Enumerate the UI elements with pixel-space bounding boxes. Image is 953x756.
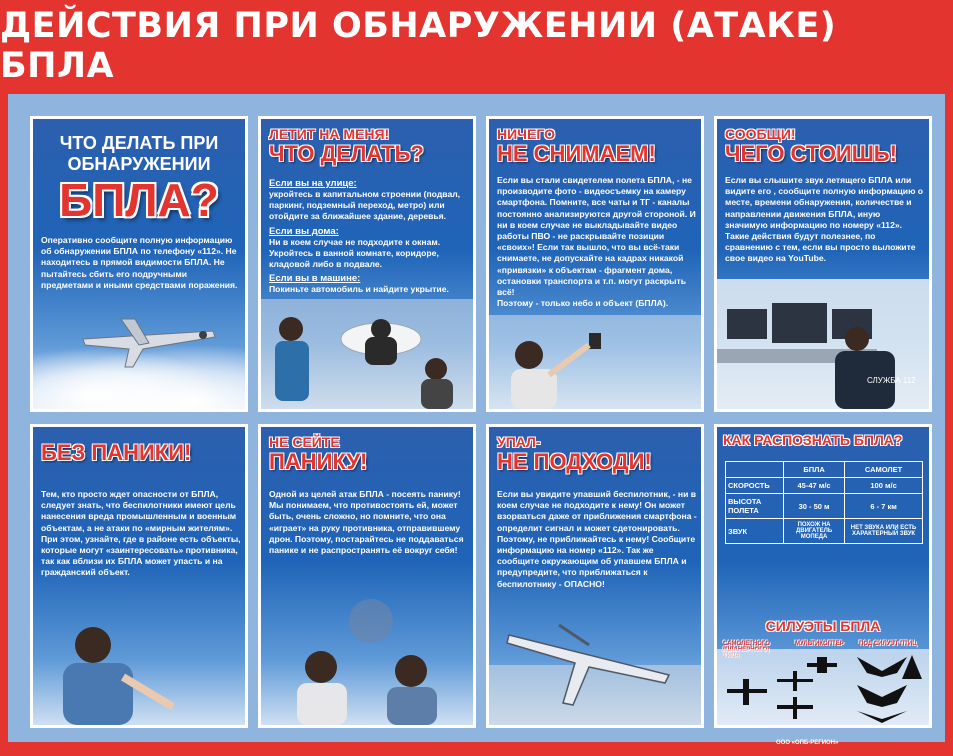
panel-text: Оперативно сообщите полную информацию об обнаружении БПЛА по телефону «112». Не находитесь в прямой видимости БПЛА. Не пытайтесь сбить его подручными предметами и иными средствами поражения. <box>41 235 238 290</box>
panel-report <box>714 116 932 412</box>
home-text: Ни в коем случае не подходите к окнам. Укройтесь в ванной комнате, коридоре, кладовой либо в подвале. <box>269 236 441 270</box>
silhouette-label: ПОД СИЛУЭТ ПТИЦ <box>859 641 917 647</box>
table-cell: 100 м/с <box>845 478 923 494</box>
table-cell: 45-47 м/с <box>784 478 845 494</box>
fallen-drone-illustration <box>489 605 701 725</box>
street-text: укройтесь в капитальном строении (подвал, паркинг, подземный переход, метро) или отойдите за ближайшее здание, деревья. <box>269 189 461 222</box>
panel-heading: ПАНИКУ! <box>269 449 368 474</box>
silhouettes-heading: СИЛУЭТЫ БПЛА <box>765 618 881 634</box>
drone-silhouettes-illustration <box>717 649 929 725</box>
panel-subheading: УПАЛ- <box>497 434 541 450</box>
table-header-row <box>726 462 923 478</box>
service-badge: СЛУЖБА 112 <box>867 376 916 385</box>
panel-heading: НЕ СНИМАЕМ! <box>497 141 656 166</box>
worried-girl-illustration <box>33 607 245 725</box>
street-heading: Если вы на улице: <box>269 178 357 189</box>
anxious-women-illustration <box>261 597 473 725</box>
panel-fallen-dont-approach <box>486 424 704 728</box>
home-heading: Если вы дома: <box>269 225 339 237</box>
table-header-cell: САМОЛЕТ <box>845 462 923 478</box>
panel-heading: БЕЗ ПАНИКИ! <box>41 440 192 465</box>
poster-board <box>8 94 945 742</box>
table-cell: ЗВУК <box>726 519 784 544</box>
title-bar <box>0 0 953 92</box>
panel-heading: ЧЕГО СТОИШЬ! <box>725 141 897 166</box>
woman-with-phone-illustration <box>489 315 701 409</box>
panel-dont-spread-panic <box>258 424 476 728</box>
table-cell: ВЫСОТА ПОЛЕТА <box>726 494 784 519</box>
panel-heading: КАК РАСПОЗНАТЬ БПЛА? <box>723 432 903 448</box>
panel-flying-at-me <box>258 116 476 412</box>
table-cell: 6 - 7 км <box>845 494 923 519</box>
car-heading: Если вы в машине: <box>269 273 361 285</box>
panel-text-conclusion: Поэтому - только небо и объект (БПЛА). <box>497 298 669 309</box>
panel-subheading: ЛЕТИТ НА МЕНЯ! <box>269 126 390 142</box>
silhouette-label: МУЛЬТИКОПТЕР <box>795 641 844 647</box>
table-header-cell: БПЛА <box>784 462 845 478</box>
panel-text-main: Если вы стали свидетелем полета БПЛА, - не производите фото - видеосъемку на камеру смартфона. Помните, все чаты и ТГ - каналы постоянно анализируются другой стороной. И ни в коем случае не выкладывайте видео работы ПВО - не раскрывайте позиции «своих»! Если так вышло, что вы всё-таки снимаете, не допускайте на кадрах никакой «привязки» к объектам - фрагмент дома, остановки транспорта и т.п. могут раскрыть всё! <box>497 175 696 298</box>
car-text: Покиньте автомобиль и найдите укрытие. <box>269 284 449 295</box>
table-cell: НЕТ ЗВУКА ИЛИ ЕСТЬ ХАРАКТЕРНЫЙ ЗВУК <box>845 519 923 544</box>
panel-subheading: СООБЩИ! <box>725 126 796 142</box>
panel-subheading: НЕ СЕЙТЕ <box>269 434 340 450</box>
panel-text: Тем, кто просто ждет опасности от БПЛА, следует знать, что беспилотники имеют цель нанесения вреда промышленным и военным объектам, а не атаки по «мирным жителям». При этом, узнайте, где в районе есть объекты, которые могут «заинтересовать» противника, так как вблизи их БПЛА может упасть и на гражданский объект. <box>41 489 241 578</box>
panel-no-filming <box>486 116 704 412</box>
panel-no-panic <box>30 424 248 728</box>
dispatcher-illustration <box>717 279 929 409</box>
table-header-cell <box>726 462 784 478</box>
silhouette-label: САМОЛЕТНОГО <box>723 641 770 647</box>
drone-illustration <box>73 309 223 379</box>
comparison-table <box>725 461 923 544</box>
table-row <box>726 494 923 519</box>
panel-heading: НЕ ПОДХОДИ! <box>497 449 652 474</box>
page-title: ДЕЙСТВИЯ ПРИ ОБНАРУЖЕНИИ (АТАКЕ) БПЛА <box>0 6 837 86</box>
panel-text: Если вы слышите звук летящего БПЛА или видите его , сообщите полную информацию о месте, времени обнаружения, количестве и направлении движения БПЛА, иную значимую информацию по номеру «112». Такие действия будут полезнее, по сравнению с тем, если вы просто выложите свое видео на YouTube. <box>725 175 924 264</box>
panel-text: Если вы увидите упавший беспилотник, - ни в коем случае не подходите к нему! Он может взорваться даже от приближения смартфона - определит сигнал и может сдетонировать. Поэтому, не приближайтесь к нему! Сообщите информацию на номер «112». Так же сообщите окружающим об упавшем БПЛА и предупредите, что приближаться к беспилотнику - ОПАСНО! <box>497 489 697 589</box>
panel-subheading: НИЧЕГО <box>497 126 555 142</box>
panel-bpla-heading: БПЛА? <box>59 174 219 226</box>
table-cell: 30 - 50 м <box>784 494 845 519</box>
table-row <box>726 519 923 544</box>
panel-recognize-bpla <box>714 424 932 728</box>
panel-heading: ЧТО ДЕЛАТЬ? <box>269 141 424 166</box>
panel-detect-bpla <box>30 116 248 412</box>
panel-text: Одной из целей атак БПЛА - посеять панику! Мы понимаем, что противостоять ей, может быть, очень сложно, но помните, что она «играет» на руку противника, отправившему дрон. Поэтому, постарайтесь не поддаваться панике и не распространять её вокруг себя! <box>269 489 464 556</box>
people-sheltering-illustration <box>261 299 473 409</box>
table-row <box>726 478 923 494</box>
table-cell: СКОРОСТЬ <box>726 478 784 494</box>
panel-text <box>497 175 697 309</box>
table-cell: ПОХОЖ НА ДВИГАТЕЛЬ МОПЕДА <box>784 519 845 544</box>
panel-question: ЧТО ДЕЛАТЬ ПРИ ОБНАРУЖЕНИИ <box>59 133 219 174</box>
footer-logo: ООО «ОПБ-РЕГИОН» <box>776 740 839 746</box>
